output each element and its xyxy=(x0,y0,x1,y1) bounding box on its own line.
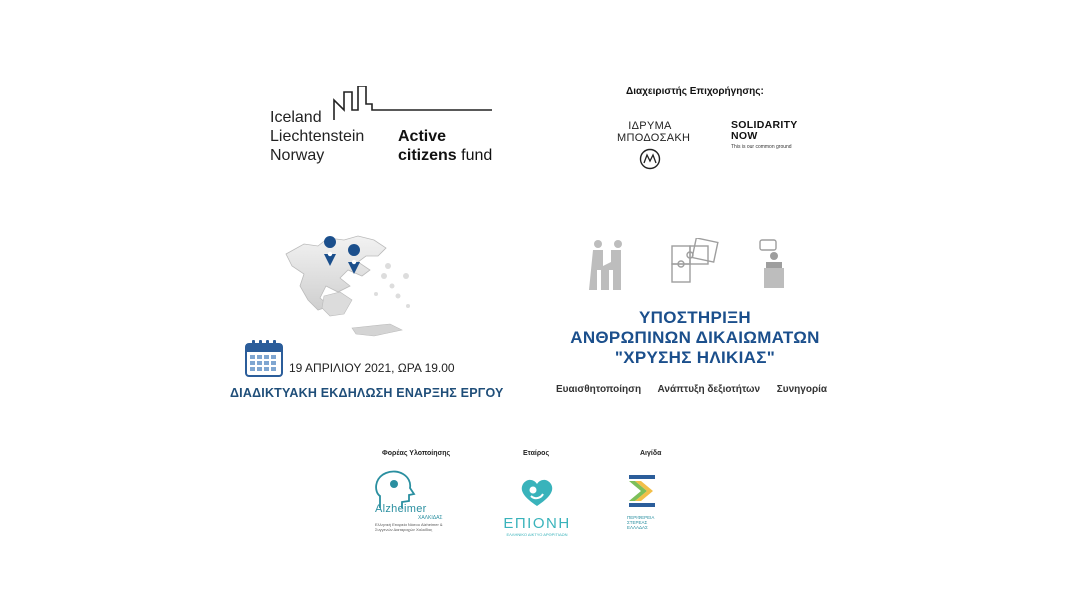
heart-icon xyxy=(519,478,555,508)
project-pillars xyxy=(556,384,841,395)
country-iceland: Iceland xyxy=(270,109,322,126)
aegis-line2: ΣΤΕΡΕΑΣ xyxy=(627,520,648,525)
aegis-line1: ΠΕΡΙΦΕΡΕΙΑ xyxy=(627,515,655,520)
project-title-line2: ΑΝΘΡΩΠΙΝΩΝ ΔΙΚΑΙΩΜΑΤΩΝ xyxy=(570,328,820,347)
solidarity-now-logo xyxy=(731,120,803,150)
sterea-ellada-logo xyxy=(627,474,677,530)
active-citizens-fund-logo xyxy=(270,86,500,168)
epioni-logo xyxy=(496,478,578,537)
project-title-line1: ΥΠΟΣΤΗΡΙΞΗ xyxy=(639,308,751,327)
greece-map-icon xyxy=(278,226,428,348)
bodossaki-line2: ΜΠΟΔΟΣΑΚΗ xyxy=(617,132,691,144)
brand-active: Active xyxy=(398,128,447,145)
project-icons xyxy=(588,238,788,292)
epioni-description: ΕΛΛΗΝΙΚΟ ΔΙΚΤΥΟ ΑΡΘΡΙΤΙΔΩΝ xyxy=(506,532,568,537)
solidarity-line1: SOLIDARITY xyxy=(731,119,798,131)
project-title xyxy=(540,308,850,368)
brand-fund: fund xyxy=(461,147,493,164)
implementer-label: Φορέας Υλοποίησης xyxy=(382,450,451,457)
speaker-podium-icon xyxy=(760,240,784,288)
puzzle-icon xyxy=(672,238,718,282)
bodossaki-emblem-icon xyxy=(639,148,661,170)
calendar-icon xyxy=(244,338,284,378)
acf-countries xyxy=(270,108,364,165)
alzheimer-chalkida-logo xyxy=(370,470,460,536)
pillar-advocacy: Συνηγορία xyxy=(776,384,828,395)
country-liechtenstein: Liechtenstein xyxy=(270,128,365,145)
alzheimer-description: Ελληνική Εταιρεία Νόσου Alzheimer & Συγγενών Διαταραχών Χαλκίδας xyxy=(375,522,443,532)
brand-citizens: citizens xyxy=(398,147,457,164)
aegis-label: Αιγίδα xyxy=(640,450,662,457)
sigma-icon xyxy=(627,474,659,508)
project-title-line3: "ΧΡΥΣΗΣ ΗΛΙΚΙΑΣ" xyxy=(614,348,776,367)
alzheimer-name: Alzheimer xyxy=(375,503,427,515)
solidarity-line2: NOW xyxy=(731,130,758,142)
event-title: ΔΙΑΔΙΚΤΥΑΚΗ ΕΚΔΗΛΩΣΗ ΕΝΑΡΞΗΣ ΕΡΓΟΥ xyxy=(230,386,504,400)
epioni-name: ΕΠΙΟΝΗ xyxy=(503,515,571,532)
grant-manager-title: Διαχειριστής Επιχορήγησης: xyxy=(626,86,764,97)
alzheimer-region: ΧΑΛΚΙΔΑΣ xyxy=(418,515,443,521)
bodossaki-line1: ΙΔΡΥΜΑ xyxy=(628,120,672,132)
pillar-awareness: Ευαισθητοποίηση xyxy=(556,384,642,395)
bodossaki-logo xyxy=(617,120,691,170)
handshake-icon xyxy=(589,240,622,290)
aegis-line3: ΕΛΛΑΔΑΣ xyxy=(627,525,648,530)
acf-brand xyxy=(398,127,492,165)
aegis-description xyxy=(627,515,677,530)
solidarity-tagline: This is our common ground xyxy=(731,144,792,150)
event-date: 19 ΑΠΡΙΛΙΟΥ 2021, ΩΡΑ 19.00 xyxy=(289,361,455,375)
country-norway: Norway xyxy=(270,147,325,164)
partner-label: Εταίρος xyxy=(523,450,550,457)
pillar-skills: Ανάπτυξη δεξιοτήτων xyxy=(657,384,761,395)
